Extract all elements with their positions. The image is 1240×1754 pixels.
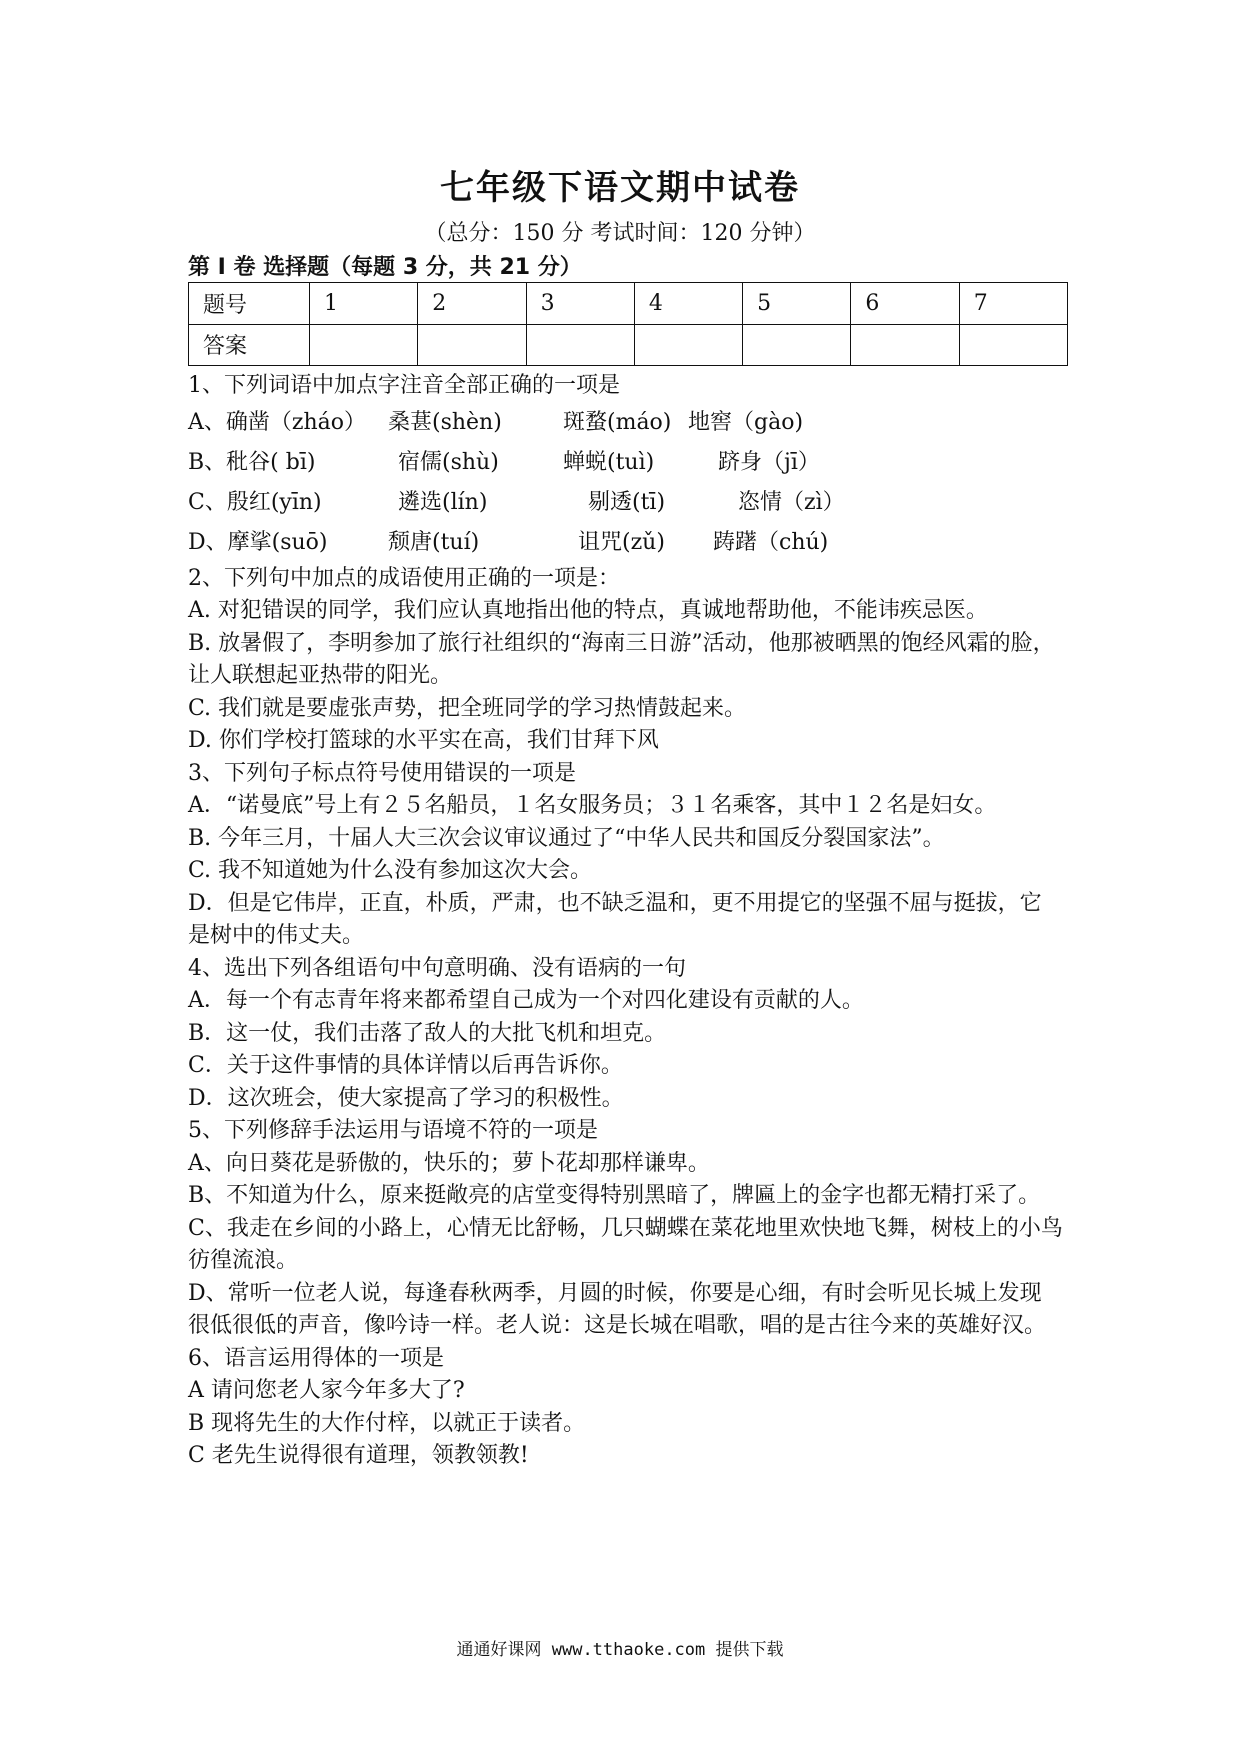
option-text: B、不知道为什么，原来挺敞亮的店堂变得特别黑暗了，牌匾上的金字也都无精打采了。 [188,1183,1041,1208]
answer-cell[interactable] [959,324,1067,366]
option-item: 跻身（jī） [718,449,820,475]
option-item: 剔透(tī) [588,489,666,515]
option-item: 地窖（gào) [688,409,804,435]
option-text: C. 我不知道她为什么没有参加这次大会。 [188,858,593,883]
option-item: A、确凿（zháo） [188,409,367,435]
option-item: 遴选(lín) [398,489,488,515]
option-text: A．“诺曼底”号上有２５名船员，１名女服务员；３１名乘客，其中１２名是妇女。 [188,793,997,818]
option-text: A 请问您老人家今年多大了? [188,1378,465,1403]
option-item: 诅咒(zǔ) [578,529,665,555]
table-cell: 5 [743,283,851,325]
page-title: 七年级下语文期中试卷 [440,168,800,208]
question-stem: 3、下列句子标点符号使用错误的一项是 [188,760,576,786]
table-row [189,283,1068,325]
table-cell: 4 [634,283,742,325]
option-item: 踌躇（chú) [713,529,829,555]
option-text: A．每一个有志青年将来都希望自己成为一个对四化建设有贡献的人。 [188,988,864,1013]
page-footer: 通通好课网 www.tthaoke.com 提供下载 [456,1640,784,1660]
question-stem: 4、选出下列各组语句中句意明确、没有语病的一句 [188,955,686,981]
table-row [189,324,1068,366]
question-body [188,370,1063,1473]
answer-cell[interactable] [526,324,634,366]
answer-cell[interactable] [418,324,526,366]
option-item: 桑葚(shèn) [388,409,502,435]
option-text: B. 放暑假了，李明参加了旅行社组织的“海南三日游”活动，他那被晒黑的饱经风霜的脸，让人联想起亚热带的阳光。 [188,630,1055,688]
table-header-cell: 答案 [189,324,310,366]
option-text: C. 我们就是要虚张声势，把全班同学的学习热情鼓起来。 [188,695,747,721]
option-row [188,523,1063,563]
page-subtitle: （总分：150 分 考试时间：120 分钟） [424,221,816,246]
table-cell: 3 [526,283,634,325]
question-stem: 1、下列词语中加点字注音全部正确的一项是 [188,373,620,398]
option-item: D、摩挲(suō) [188,529,328,555]
answer-cell[interactable] [851,324,959,366]
option-text: D、常听一位老人说，每逢春秋两季，月圆的时候，你要是心细，有时会听见长城上发现很低很低的声音，像吟诗一样。老人说：这是长城在唱歌，唱的是古往今来的英雄好汉。 [188,1280,1047,1338]
option-text: D．但是它伟岸，正直，朴质，严肃，也不缺乏温和，更不用提它的坚强不屈与挺拔，它是树中的伟丈夫。 [188,890,1042,948]
option-item: B、秕谷( bī) [188,449,316,475]
option-item: 宿儒(shù) [398,449,499,475]
option-text: A、向日葵花是骄傲的，快乐的；萝卜花却那样谦卑。 [188,1150,710,1176]
option-item: 斑蝥(máo) [563,409,672,435]
option-item: 蝉蜕(tuì) [563,449,655,475]
table-cell: 1 [310,283,418,325]
option-text: B．这一仗，我们击落了敌人的大批飞机和坦克。 [188,1020,667,1046]
answer-table [188,282,1068,366]
question-stem: 2、下列句中加点的成语使用正确的一项是： [188,565,620,591]
option-text: C 老先生说得很有道理，领教领教! [188,1443,529,1468]
table-header-cell: 题号 [189,283,310,325]
option-item: 颓唐(tuí) [388,529,480,555]
option-text: D. 你们学校打篮球的水平实在高，我们甘拜下风 [188,728,659,753]
table-cell: 2 [418,283,526,325]
option-item: C、殷红(yīn) [188,489,322,515]
answer-cell[interactable] [310,324,418,366]
answer-cell[interactable] [743,324,851,366]
option-row [188,443,1063,483]
option-item: 恣情（zì） [738,489,845,515]
table-cell: 7 [959,283,1067,325]
section-heading: 第 I 卷 选择题（每题 3 分，共 21 分） [188,255,582,280]
table-cell: 6 [851,283,959,325]
option-row [188,403,1063,443]
option-text: A. 对犯错误的同学，我们应认真地指出他的特点，真诚地帮助他，不能讳疾忌医。 [188,598,988,623]
option-text: D．这次班会，使大家提高了学习的积极性。 [188,1085,624,1111]
option-row [188,483,1063,523]
question-stem: 5、下列修辞手法运用与语境不符的一项是 [188,1118,598,1143]
option-text: C、我走在乡间的小路上，心情无比舒畅，几只蝴蝶在菜花地里欢快地飞舞，树枝上的小鸟彷徨流浪。 [188,1215,1063,1273]
answer-cell[interactable] [634,324,742,366]
question-stem: 6、语言运用得体的一项是 [188,1345,444,1371]
option-text: B 现将先生的大作付梓，以就正于读者。 [188,1410,586,1436]
option-text: C．关于这件事情的具体详情以后再告诉你。 [188,1053,623,1078]
option-text: B. 今年三月，十届人大三次会议审议通过了“中华人民共和国反分裂国家法”。 [188,825,945,851]
